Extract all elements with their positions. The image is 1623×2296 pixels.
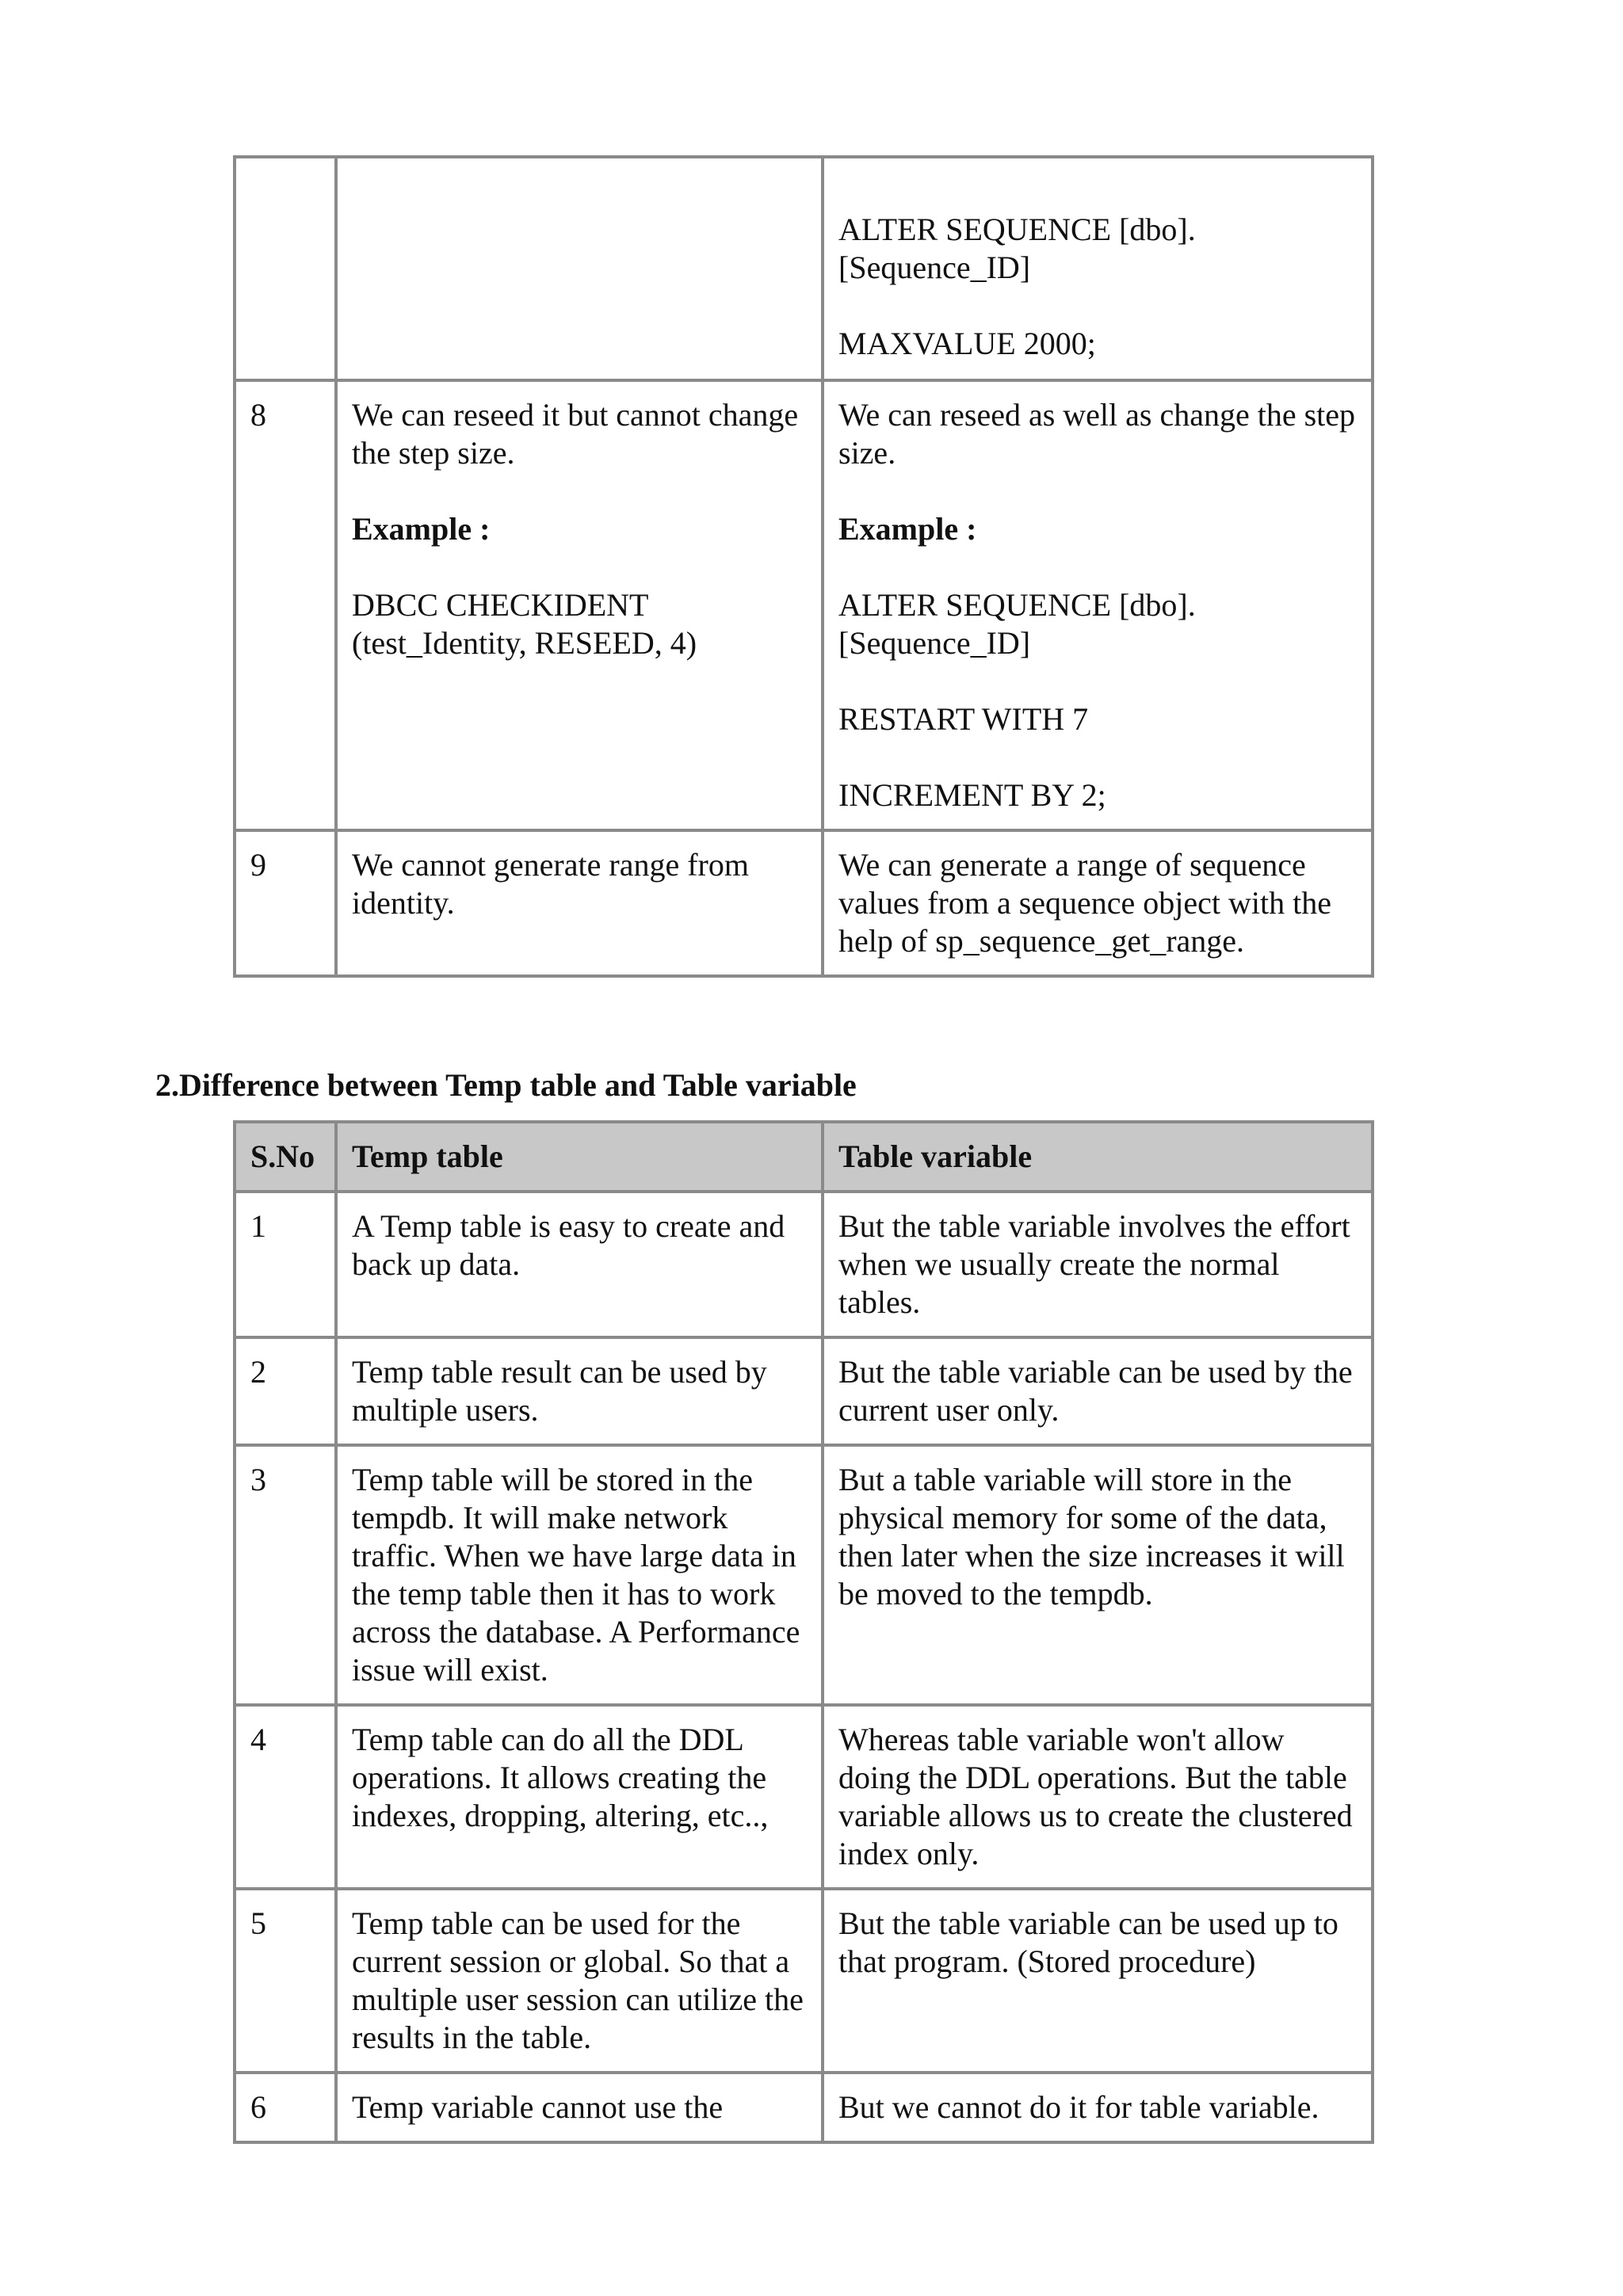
- row-number-cell: 1: [235, 1192, 336, 1337]
- row-number-cell: 9: [235, 830, 336, 976]
- code-line: [Sequence_ID]: [838, 625, 1031, 661]
- cell-text: We can reseed as well as change the step size.: [838, 397, 1356, 471]
- row-number-cell: 6: [235, 2073, 336, 2142]
- table-row: [235, 1192, 1373, 1337]
- row-number-cell: [235, 157, 336, 380]
- header-temp-table: Temp table: [336, 1122, 823, 1192]
- identity-vs-sequence-table: [233, 155, 1374, 978]
- sequence-cell: We can generate a range of sequence values from a sequence object with the help of sp_sequence_get_range.: [823, 830, 1373, 976]
- temp-table-cell: Temp variable cannot use the: [336, 2073, 823, 2142]
- table-variable-cell: But the table variable can be used by the current user only.: [823, 1337, 1373, 1445]
- code-line: ALTER SEQUENCE [dbo].: [838, 587, 1196, 623]
- code-line: [Sequence_ID]: [838, 250, 1031, 285]
- temp-table-cell: Temp table can do all the DDL operations. It allows creating the indexes, dropping, altering, etc..,: [336, 1705, 823, 1889]
- row-number-cell: 5: [235, 1889, 336, 2073]
- sequence-cell: [823, 380, 1373, 830]
- code-line: ALTER SEQUENCE [dbo].: [838, 212, 1196, 247]
- identity-cell: [336, 380, 823, 830]
- temp-table-cell: Temp table will be stored in the tempdb. It will make network traffic. When we have large data in the temp table then it has to work across the database. A Performance issue will exist.: [336, 1445, 823, 1705]
- temp-table-cell: A Temp table is easy to create and back up data.: [336, 1192, 823, 1337]
- header-sno: S.No: [235, 1122, 336, 1192]
- table-row: [235, 2073, 1373, 2142]
- row-number-cell: 8: [235, 380, 336, 830]
- code-text: DBCC CHECKIDENT (test_Identity, RESEED, 4): [352, 587, 697, 661]
- table-row: [235, 830, 1373, 976]
- table-variable-cell: But the table variable involves the effort when we usually create the normal tables.: [823, 1192, 1373, 1337]
- table-variable-cell: But a table variable will store in the physical memory for some of the data, then later when the size increases it will be moved to the tempdb.: [823, 1445, 1373, 1705]
- identity-cell: We cannot generate range from identity.: [336, 830, 823, 976]
- table-row: [235, 1889, 1373, 2073]
- identity-cell: [336, 157, 823, 380]
- example-label: Example :: [352, 511, 491, 547]
- temp-table-cell: Temp table can be used for the current session or global. So that a multiple user session can utilize the results in the table.: [336, 1889, 823, 2073]
- table-row: [235, 1445, 1373, 1705]
- code-line: INCREMENT BY 2;: [838, 777, 1106, 813]
- code-line: RESTART WITH 7: [838, 701, 1089, 737]
- example-label: Example :: [838, 511, 977, 547]
- table-row: [235, 380, 1373, 830]
- code-line: MAXVALUE 2000;: [838, 326, 1096, 361]
- row-number-cell: 4: [235, 1705, 336, 1889]
- sequence-cell: [823, 157, 1373, 380]
- table-variable-cell: But the table variable can be used up to that program. (Stored procedure): [823, 1889, 1373, 2073]
- row-number-cell: 3: [235, 1445, 336, 1705]
- temp-table-cell: Temp table result can be used by multiple users.: [336, 1337, 823, 1445]
- table-row: [235, 157, 1373, 380]
- table-variable-cell: Whereas table variable won't allow doing the DDL operations. But the table variable allows us to create the clustered index only.: [823, 1705, 1373, 1889]
- table-row: [235, 1337, 1373, 1445]
- table-row: [235, 1705, 1373, 1889]
- header-table-variable: Table variable: [823, 1122, 1373, 1192]
- cell-text: We can reseed it but cannot change the step size.: [352, 397, 799, 471]
- header-row: [235, 1122, 1373, 1192]
- table-variable-cell: But we cannot do it for table variable.: [823, 2073, 1373, 2142]
- temp-table-vs-table-variable-table: [233, 1120, 1374, 2144]
- section-heading: 2.Difference between Temp table and Table variable: [155, 1067, 857, 1103]
- row-number-cell: 2: [235, 1337, 336, 1445]
